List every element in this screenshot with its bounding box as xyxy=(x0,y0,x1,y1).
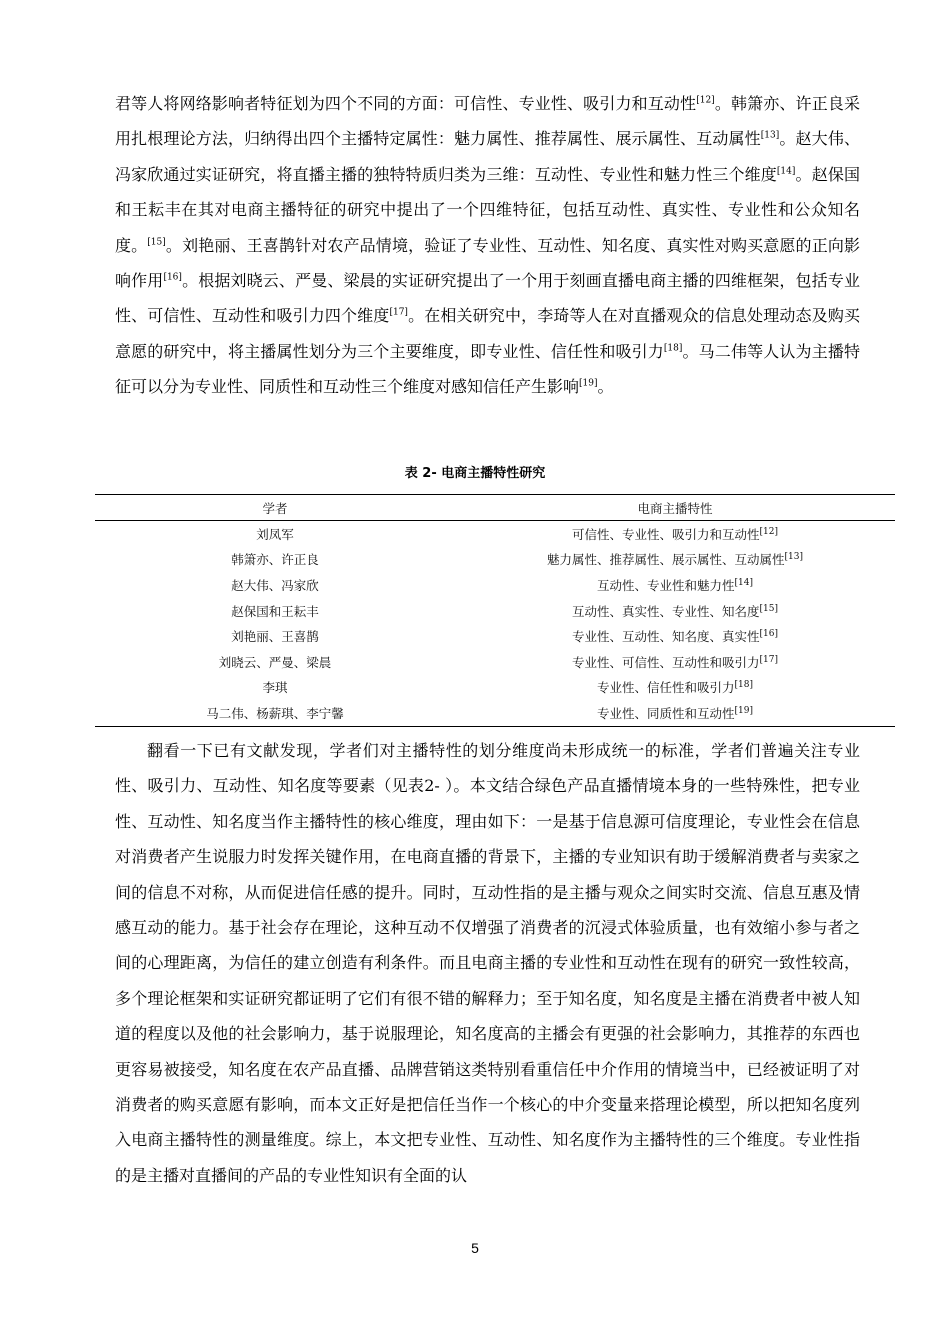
citation-ref: [16] xyxy=(759,629,778,640)
traits-cell xyxy=(455,675,895,701)
text-segment: 。赵大伟、冯家欣通过实证研究，将直播主播的独特特质归类为三维：互动性、专业性和魅力性三个维度 xyxy=(115,129,860,184)
traits-cell xyxy=(455,521,895,547)
text-segment: 。根据刘晓云、严曼、梁晨的实证研究提出了一个用于刻画直播电商主播的四维框架，包括专业性、可信性、互动性和吸引力四个维度 xyxy=(115,271,860,326)
text-segment: 君等人将网络影响者特征划为四个不同的方面：可信性、专业性、吸引力和互动性 xyxy=(115,94,697,113)
text-segment: 。赵保国和王耘丰在其对电商主播特征的研究中提出了一个四维特征，包括互动性、真实性、专业性和公众知名度。 xyxy=(115,164,860,255)
table-row xyxy=(95,521,895,547)
text-segment: 。马二伟等人认为主播特征可以分为专业性、同质性和互动性三个维度对感知信任产生影响 xyxy=(115,341,860,397)
table-caption: 表 2- 电商主播特性研究 xyxy=(404,466,546,481)
page-number: 5 xyxy=(471,1240,479,1256)
citation-ref: [12] xyxy=(759,526,778,537)
scholar-cell: 韩箫亦、许正良 xyxy=(231,552,319,568)
traits-text: 专业性、可信性、互动性和吸引力 xyxy=(572,654,760,670)
citation-ref: [15] xyxy=(147,237,166,248)
citation-ref: [14] xyxy=(776,166,796,177)
table-row xyxy=(95,675,895,701)
traits-text: 互动性、专业性和魅力性 xyxy=(597,577,735,593)
column-header-traits: 电商主播特性 xyxy=(637,500,713,516)
traits-text: 互动性、真实性、专业性、知名度 xyxy=(572,603,760,619)
anchor-traits-table xyxy=(95,494,895,727)
scholar-cell: 马二伟、杨薪琪、李宁馨 xyxy=(206,705,344,721)
citation-ref: [18] xyxy=(734,680,753,691)
citation-ref: [15] xyxy=(759,603,778,614)
text-segment: 。刘艳丽、王喜鹊针对农产品情境，验证了专业性、互动性、知名度、真实性对购买意愿的正向影响作用 xyxy=(115,235,860,291)
traits-cell xyxy=(455,623,895,649)
traits-text: 专业性、同质性和互动性 xyxy=(597,705,735,721)
traits-text: 专业性、互动性、知名度、真实性 xyxy=(572,629,760,645)
text-segment: 。韩箫亦、许正良采用扎根理论方法，归纳得出四个主播特定属性：魅力属性、推荐属性、展示属性、互动属性 xyxy=(115,94,860,149)
body-paragraph-2: 翻看一下已有文献发现，学者们对主播特性的划分维度尚未形成统一的标准，学者们普遍关注专业性、吸引力、互动性、知名度等要素（见表2- ）。本文结合绿色产品直播情境本身的一些特殊性，把专业性、互动性、知名度当作主播特性的核心维度，理由如下：一是基于信息源可信度理论，专业性会在信息对消费者产生说服力时发挥关键作用，在电商直播的背景下，主播的专业知识有助于缓解消费者与卖家之间的信息不对称，从而促进信任感的提升。同时，互动性指的是主播与观众之间实时交流、信息互惠及情感互动的能力。基于社会存在理论，这种互动不仅增强了消费者的沉浸式体验质量，也有效缩小参与者之间的心理距离，为信任的建立创造有利条件。而且电商主播的专业性和互动性在现有的研究一致性较高，多个理论框架和实证研究都证明了它们有很不错的解释力；至于知名度，知名度是主播在消费者中被人知道的程度以及他的社会影响力，基于说服理论，知名度高的主播会有更强的社会影响力，其推荐的东西也更容易被接受，知名度在农产品直播、品牌营销这类特别看重信任中介作用的情境当中，已经被证明了对消费者的购买意愿有影响，而本文正好是把信任当作一个核心的中介变量来搭理论模型，所以把知名度列入电商主播特性的测量维度。综上，本文把专业性、互动性、知名度作为主播特性的三个维度。专业性指的是主播对直播间的产品的专业性知识有全面的认 xyxy=(115,741,860,1185)
text-segment: 。在相关研究中，李琦等人在对直播观众的信息处理动态及购买意愿的研究中，将主播属性划分为三个主要维度，即专业性、信任性和吸引力 xyxy=(115,306,860,361)
scholar-cell: 刘晓云、严曼、梁晨 xyxy=(218,654,332,670)
citation-ref: [19] xyxy=(579,378,598,389)
scholar-cell: 赵大伟、冯家欣 xyxy=(231,577,319,593)
table-header-row xyxy=(95,495,895,521)
citation-ref: [12] xyxy=(696,95,715,106)
traits-text: 可信性、专业性、吸引力和互动性 xyxy=(572,526,760,542)
traits-cell xyxy=(455,649,895,675)
citation-ref: [14] xyxy=(734,577,753,588)
citation-ref: [19] xyxy=(734,705,753,716)
traits-text: 专业性、信任性和吸引力 xyxy=(597,680,735,696)
table-row xyxy=(95,598,895,624)
citation-ref: [17] xyxy=(759,654,778,665)
column-header-scholar: 学者 xyxy=(262,500,288,516)
table-row xyxy=(95,700,895,726)
table-row xyxy=(95,649,895,675)
citation-ref: [18] xyxy=(663,343,683,354)
scholar-cell: 刘艳丽、王喜鹊 xyxy=(231,629,319,645)
citation-ref: [16] xyxy=(163,272,182,283)
traits-cell xyxy=(455,598,895,624)
citation-ref: [13] xyxy=(760,131,780,142)
citation-ref: [13] xyxy=(784,552,803,563)
traits-cell xyxy=(455,572,895,598)
body-paragraph-1 xyxy=(115,86,860,405)
traits-text: 魅力属性、推荐属性、展示属性、互动属性 xyxy=(547,552,785,568)
table-row xyxy=(95,623,895,649)
citation-ref: [17] xyxy=(389,308,408,319)
scholar-cell: 赵保国和王耘丰 xyxy=(231,603,319,619)
traits-cell xyxy=(455,547,895,573)
traits-cell xyxy=(455,700,895,726)
table-row xyxy=(95,547,895,573)
text-segment: 。 xyxy=(597,377,614,397)
scholar-cell: 刘凤军 xyxy=(256,526,294,542)
scholar-cell: 李琪 xyxy=(262,680,288,696)
table-row xyxy=(95,572,895,598)
